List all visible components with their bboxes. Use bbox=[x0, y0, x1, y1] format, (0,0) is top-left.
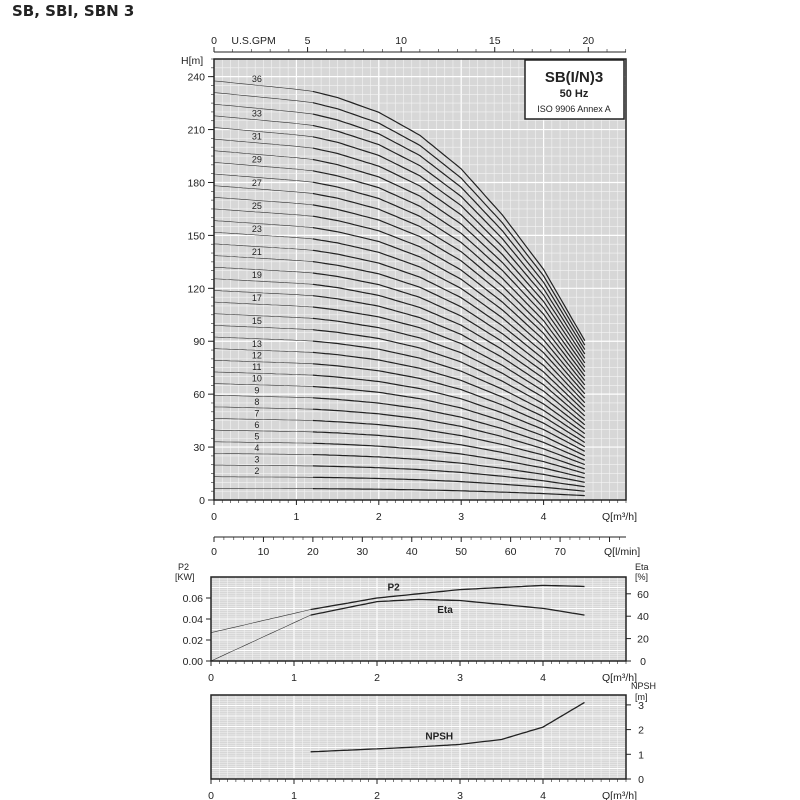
y-tick-label: 30 bbox=[193, 442, 205, 455]
model-legend-box bbox=[525, 60, 624, 119]
stage-label: 7 bbox=[254, 408, 260, 419]
power-chart-grid bbox=[211, 577, 626, 661]
x-tick-label: 4 bbox=[540, 511, 547, 523]
eta-tick-label: 20 bbox=[637, 633, 649, 646]
eta-tick-label: 0 bbox=[640, 656, 646, 668]
stage-label: 10 bbox=[251, 373, 262, 384]
x-tick-label: 0 bbox=[208, 672, 214, 684]
x-tick-label: 2 bbox=[374, 672, 380, 684]
stage-label: 9 bbox=[254, 385, 260, 396]
x-axis-label: Q[m³/h] bbox=[602, 511, 638, 523]
stage-label: 6 bbox=[254, 419, 260, 430]
y-tick-label: 180 bbox=[187, 177, 205, 190]
stage-label: 19 bbox=[251, 270, 262, 281]
gpm-axis-label: U.S.GPM bbox=[231, 35, 276, 47]
series-label-p2: P2 bbox=[387, 582, 400, 594]
y-axis-label: H[m] bbox=[181, 55, 204, 67]
gpm-tick-label: 20 bbox=[582, 35, 595, 47]
x-tick-label: 3 bbox=[457, 790, 463, 800]
p2-tick-label: 0.00 bbox=[182, 656, 203, 668]
stage-label: 5 bbox=[254, 431, 260, 442]
npsh-tick-label: 3 bbox=[638, 699, 644, 712]
p2-axis-label: P2 bbox=[178, 562, 190, 572]
gpm-tick-label: 10 bbox=[395, 35, 407, 47]
p2-tick-label: 0.04 bbox=[182, 614, 203, 626]
lmin-tick-label: 40 bbox=[405, 546, 418, 558]
eta-tick-label: 40 bbox=[637, 611, 649, 624]
l-min-axis bbox=[211, 537, 640, 558]
npsh-tick-label: 0 bbox=[638, 774, 644, 786]
series-label-npsh: NPSH bbox=[425, 731, 454, 743]
stage-label: 33 bbox=[251, 108, 262, 119]
y-tick-label: 0 bbox=[199, 495, 205, 507]
x-tick-label: 4 bbox=[540, 790, 546, 800]
x-tick-label: 2 bbox=[374, 790, 380, 800]
stage-label: 31 bbox=[251, 131, 262, 142]
npsh-chart bbox=[208, 681, 656, 800]
lmin-tick-label: 70 bbox=[554, 546, 566, 558]
power-efficiency-chart bbox=[175, 562, 649, 684]
lmin-tick-label: 20 bbox=[307, 546, 319, 558]
x-tick-label: 1 bbox=[291, 790, 297, 800]
stage-label: 13 bbox=[251, 339, 262, 350]
npsh-tick-label: 2 bbox=[638, 724, 644, 737]
lmin-tick-label: 0 bbox=[211, 546, 217, 558]
lmin-axis-label: Q[l/min] bbox=[604, 546, 641, 558]
gpm-tick-label: 15 bbox=[488, 35, 501, 47]
lmin-tick-label: 50 bbox=[455, 546, 468, 558]
npsh-tick-label: 1 bbox=[638, 749, 644, 762]
x-axis-label: Q[m³/h] bbox=[602, 672, 638, 684]
x-tick-label: 1 bbox=[291, 672, 297, 684]
stage-label: 25 bbox=[251, 200, 262, 211]
x-tick-label: 2 bbox=[375, 511, 382, 523]
stage-label: 21 bbox=[251, 246, 262, 257]
eta-tick-label: 60 bbox=[637, 588, 649, 601]
eta-axis-unit: [%] bbox=[635, 572, 649, 582]
gpm-tick-label: 5 bbox=[304, 35, 311, 47]
x-tick-label: 0 bbox=[211, 511, 217, 523]
eta-axis-label: Eta bbox=[635, 562, 649, 572]
x-tick-label: 1 bbox=[293, 511, 300, 523]
y-tick-label: 240 bbox=[187, 71, 205, 84]
npsh-axis-label: NPSH bbox=[631, 681, 657, 691]
x-tick-label: 3 bbox=[458, 511, 465, 523]
y-tick-label: 150 bbox=[187, 230, 205, 243]
lmin-tick-label: 10 bbox=[257, 546, 270, 558]
stage-label: 29 bbox=[251, 154, 262, 165]
npsh-axis-unit: [m] bbox=[635, 692, 648, 702]
stage-label: 11 bbox=[252, 362, 262, 373]
gpm-tick-label: 0 bbox=[211, 35, 217, 47]
stage-label: 23 bbox=[251, 223, 262, 234]
p2-tick-label: 0.06 bbox=[182, 593, 203, 605]
stage-label: 12 bbox=[251, 350, 262, 361]
legend-frequency: 50 Hz bbox=[559, 88, 589, 100]
stage-label: 15 bbox=[251, 316, 262, 327]
lmin-tick-label: 60 bbox=[504, 546, 517, 558]
y-tick-label: 60 bbox=[193, 389, 205, 402]
p2-axis-unit: [KW] bbox=[175, 572, 195, 582]
page-title: SB, SBI, SBN 3 bbox=[12, 2, 135, 20]
p2-tick-label: 0.02 bbox=[182, 635, 203, 647]
legend-model: SB(I/N)3 bbox=[544, 69, 604, 86]
x-tick-label: 4 bbox=[540, 672, 546, 684]
stage-label: 4 bbox=[254, 442, 260, 453]
y-tick-label: 90 bbox=[193, 336, 205, 349]
stage-label: 36 bbox=[251, 74, 262, 85]
stage-label: 27 bbox=[251, 177, 262, 188]
npsh-chart-grid bbox=[211, 695, 626, 779]
y-tick-label: 120 bbox=[187, 283, 205, 296]
stage-label: 17 bbox=[251, 293, 262, 304]
stage-label: 8 bbox=[254, 396, 260, 407]
us-gpm-axis bbox=[211, 35, 626, 52]
series-label-eta: Eta bbox=[437, 605, 453, 617]
head-chart bbox=[181, 35, 640, 558]
x-tick-label: 0 bbox=[208, 790, 214, 800]
legend-standard: ISO 9906 Annex A bbox=[537, 104, 611, 114]
lmin-tick-label: 30 bbox=[356, 546, 369, 558]
stage-label: 2 bbox=[254, 465, 260, 476]
x-tick-label: 3 bbox=[457, 672, 463, 684]
x-axis-label: Q[m³/h] bbox=[602, 790, 638, 800]
stage-label: 3 bbox=[254, 454, 260, 465]
y-tick-label: 210 bbox=[187, 124, 205, 137]
